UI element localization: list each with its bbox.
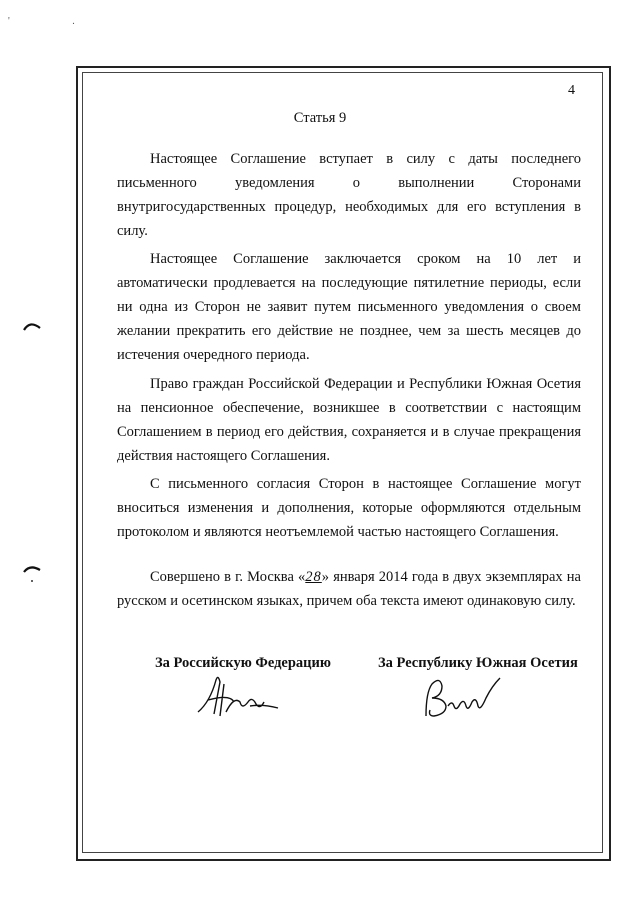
page-number: 4 [568,83,575,98]
closing-text-end: » января 2014 года в двух экземплярах на русском и осетинском языках, причем оба текста имеют одинаковую силу. [117,569,581,609]
paragraph-amendments: С письменного согласия Сторон в настоящее Соглашение могут вноситься изменения и дополнения, которые оформляются отдельным протоколом и являются неотъемлемой частью настоящего Соглашения. [117,476,581,540]
handwritten-signature-russia [190,672,290,722]
signature-label-south-ossetia: За Республику Южная Осетия [378,655,578,671]
punch-hole-mark [22,562,42,584]
paragraph-pension-rights: Право граждан Российской Федерации и Республики Южная Осетия на пенсионное обеспечение, возникшее в соответствии с настоящим Соглашением в период его действия, сохраняется и в случае прекращения действия настоящего Соглашения. [117,376,581,464]
closing-text-start: Совершено в г. Москва « [150,569,306,585]
handwritten-signature-south-ossetia [420,672,510,722]
scan-specks: ' . [8,16,105,27]
paragraph-term: Настоящее Соглашение заключается сроком на 10 лет и автоматически продлевается на последующие пятилетние периоды, если ни одна из Сторон не заявит путем письменного уведомления о своем желании прекратить его действие не позднее, чем за шесть месяцев до истечения очередного периода. [117,251,581,363]
closing-day-handwritten: 28 [305,569,322,585]
signature-label-russia: За Российскую Федерацию [155,655,331,671]
paragraph-entry-into-force: Настоящее Соглашение вступает в силу с даты последнего письменного уведомления о выполнении Сторонами внутригосударственных процедур, необходимых для его вступления в силу. [117,151,581,239]
punch-hole-mark [22,318,42,332]
article-title: Статья 9 [293,110,347,126]
paragraph-closing [117,565,581,613]
